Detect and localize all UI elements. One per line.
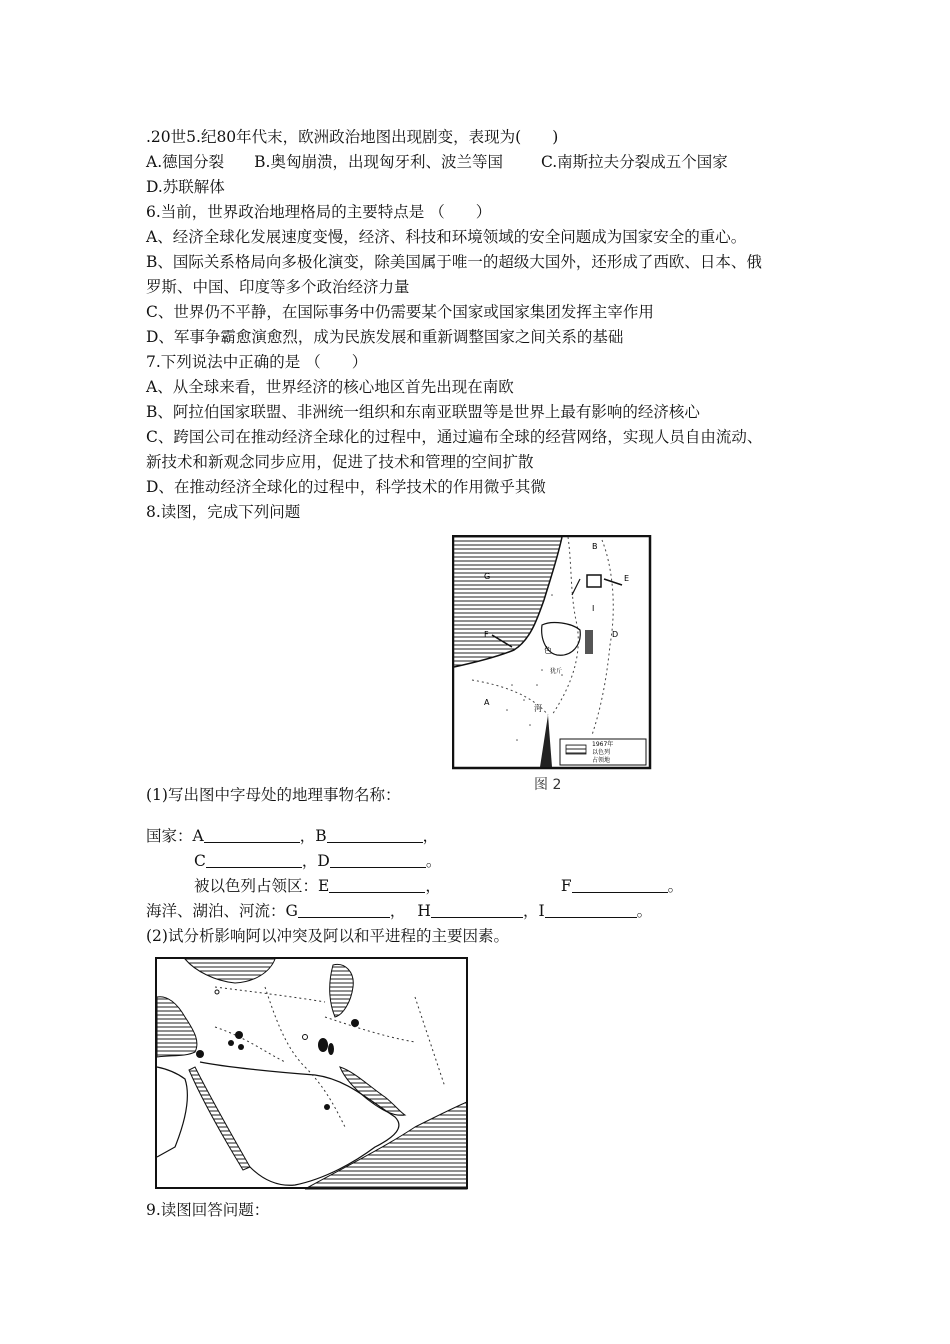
period: 。 — [667, 877, 684, 895]
answer-blank-e[interactable] — [329, 876, 425, 893]
answer-blank-f[interactable] — [572, 876, 668, 893]
map-label-f: F — [484, 630, 489, 639]
label-i: I — [538, 902, 545, 920]
map-legend-line2: 以色列 — [592, 749, 611, 756]
q7-option-c-line1: C、跨国公司在推动经济全球化的过程中，通过遍布全球的经营网络，实现人员自由流动、 — [146, 428, 763, 446]
israel-region-map — [452, 535, 652, 771]
q7-stem: 7.下列说法中正确的是 （ ） — [146, 353, 368, 371]
q8-countries-row2 — [194, 851, 441, 871]
q5-stem: .20世5.纪80年代末，欧洲政治地图出现剧变，表现为( ) — [146, 128, 559, 146]
label-g: G — [285, 902, 298, 920]
label-b: B — [315, 827, 327, 845]
q8-occupied-row — [194, 876, 683, 896]
q5-options-row — [146, 152, 728, 172]
q8-stem: 8.读图，完成下列问题 — [146, 503, 301, 521]
q7-option-b: B、阿拉伯国家联盟、非洲统一组织和东南亚联盟等是世界上最有影响的经济核心 — [146, 403, 700, 421]
map-label-river: 河 — [534, 704, 542, 713]
map-label-e: E — [624, 574, 630, 583]
q5-option-a: A.德国分裂 — [146, 153, 225, 171]
period: 。 — [425, 852, 442, 870]
label-h: H — [417, 902, 431, 920]
countries-label: 国家： — [146, 827, 193, 845]
q6-option-b-line1: B、国际关系格局向多极化演变，除美国属于唯一的超级大国外，还形成了西欧、日本、俄 — [146, 253, 762, 271]
q6-stem: 6.当前，世界政治地理格局的主要特点是 （ ） — [146, 203, 492, 221]
label-d: D — [317, 852, 330, 870]
q7-option-d: D、在推动经济全球化的过程中，科学技术的作用微乎其微 — [146, 478, 546, 496]
comma: ， — [301, 852, 318, 870]
q7-option-c-line2: 新技术和新观念同步应用，促进了技术和管理的空间扩散 — [146, 453, 534, 471]
q5-option-b: B.奥匈崩溃，出现匈牙利、波兰等国 — [254, 153, 503, 171]
q8-water-row — [146, 901, 652, 921]
map-legend-line3: 占领地 — [592, 757, 611, 764]
map-caption: 图 2 — [534, 777, 562, 793]
map-label-a: A — [484, 698, 490, 707]
water-label: 海洋、湖泊、河流： — [146, 902, 286, 920]
map-label-d: D — [612, 630, 619, 639]
period: 。 — [636, 902, 653, 920]
map-label-zhi: 色 — [544, 646, 552, 655]
answer-blank-g[interactable] — [298, 901, 390, 918]
map-label-g: G — [484, 572, 491, 581]
q5-option-c: C.南斯拉夫分裂成五个国家 — [540, 153, 728, 171]
comma: ， — [389, 902, 406, 920]
occupied-label: 被以色列占领区： — [194, 877, 319, 895]
q6-option-a: A、经济全球化发展速度变慢，经济、科技和环境领域的安全问题成为国家安全的重心。 — [146, 228, 747, 246]
answer-blank-d[interactable] — [330, 851, 426, 868]
answer-blank-h[interactable] — [431, 901, 523, 918]
comma: ， — [299, 827, 316, 845]
q8-sub2: (2)试分析影响阿以冲突及阿以和平进程的主要因素。 — [146, 927, 509, 945]
q9-stem: 9.读图回答问题： — [146, 1201, 270, 1219]
answer-blank-c[interactable] — [206, 851, 302, 868]
map-label-b: B — [592, 542, 598, 551]
answer-blank-a[interactable] — [204, 826, 300, 843]
label-e: E — [318, 877, 330, 895]
label-a: A — [192, 827, 204, 845]
q5-option-d: D.苏联解体 — [146, 178, 225, 196]
comma: ， — [522, 902, 539, 920]
q6-option-c: C、世界仍不平静，在国际事务中仍需要某个国家或国家集团发挥主宰作用 — [146, 303, 654, 321]
label-f: F — [560, 877, 572, 895]
map-label-i: I — [592, 604, 595, 613]
q8-countries-row1 — [146, 826, 438, 846]
answer-blank-b[interactable] — [327, 826, 423, 843]
q7-option-a: A、从全球来看，世界经济的核心地区首先出现在南欧 — [146, 378, 514, 396]
comma: ， — [425, 877, 441, 895]
dead-sea — [585, 630, 593, 654]
q6-option-b-line2: 罗斯、中国、印度等多个政治经济力量 — [146, 278, 410, 296]
q8-sub1: (1)写出图中字母处的地理事物名称： — [146, 786, 401, 804]
answer-blank-i[interactable] — [545, 901, 637, 918]
q6-option-d: D、军事争霸愈演愈烈，成为民族发展和重新调整国家之间关系的基础 — [146, 328, 624, 346]
middle-east-map — [155, 957, 469, 1191]
map-legend-swatch — [566, 745, 586, 754]
label-c: C — [194, 852, 206, 870]
map-label-place: 犹斤 — [550, 668, 563, 675]
comma: ， — [422, 827, 439, 845]
map-legend-line1: 1967年 — [592, 741, 614, 748]
